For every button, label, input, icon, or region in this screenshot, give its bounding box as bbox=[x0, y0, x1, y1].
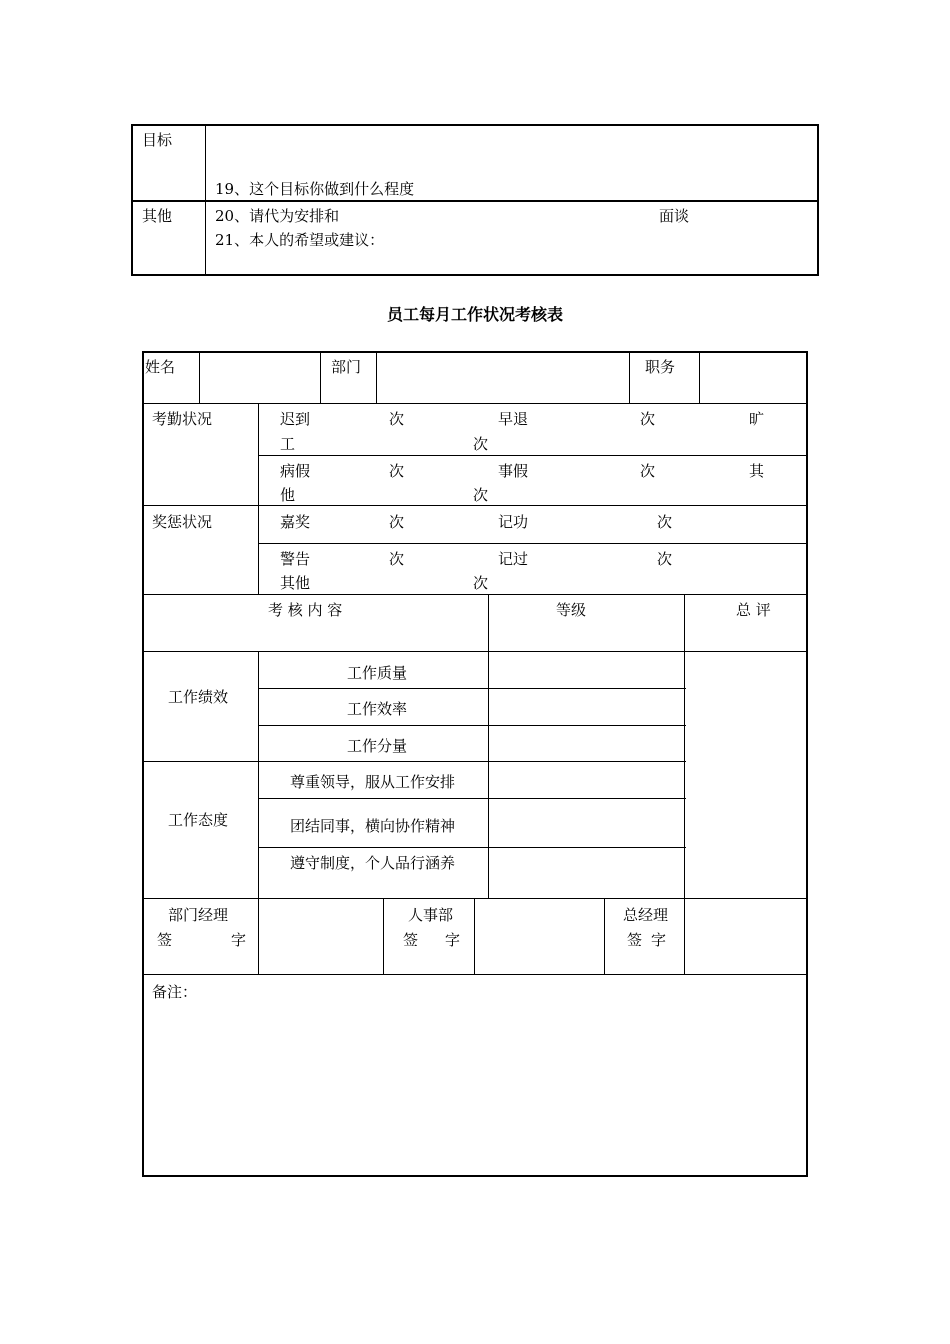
overall-header: 总 评 bbox=[736, 601, 771, 619]
times-label: 次 bbox=[389, 513, 405, 531]
rule bbox=[629, 351, 630, 403]
times-label: 次 bbox=[640, 462, 656, 480]
rule bbox=[684, 898, 685, 974]
border bbox=[131, 124, 133, 276]
times-label: 次 bbox=[473, 486, 489, 504]
rule bbox=[604, 898, 605, 974]
rule bbox=[142, 974, 808, 975]
name-label: 姓名 bbox=[145, 358, 176, 376]
attitude-item-3: 遵守制度，个人品行涵养 bbox=[290, 854, 456, 872]
rule bbox=[376, 351, 377, 403]
rule bbox=[258, 847, 686, 848]
border bbox=[142, 351, 808, 353]
rule bbox=[699, 351, 700, 403]
gm-label: 总经理 bbox=[623, 906, 669, 924]
position-label: 职务 bbox=[645, 358, 676, 376]
rule bbox=[142, 594, 808, 595]
rule bbox=[258, 898, 259, 974]
rule bbox=[258, 725, 686, 726]
times-label: 次 bbox=[473, 574, 489, 592]
sign-label-a: 签 bbox=[157, 931, 173, 949]
border bbox=[131, 124, 819, 126]
rule bbox=[142, 403, 808, 404]
efficiency-label: 工作效率 bbox=[347, 700, 408, 718]
remarks-label: 备注： bbox=[152, 983, 198, 1001]
rule bbox=[142, 505, 808, 506]
sign-label-b: 字 bbox=[651, 931, 667, 949]
rule bbox=[258, 403, 259, 594]
quality-label: 工作质量 bbox=[347, 664, 408, 682]
rule bbox=[258, 651, 259, 898]
early-leave-label: 早退 bbox=[498, 410, 529, 428]
rule bbox=[320, 351, 321, 403]
attitude-item-2: 团结同事，横向协作精神 bbox=[290, 817, 456, 835]
rule bbox=[258, 798, 686, 799]
question-20-suffix: 面谈 bbox=[659, 207, 690, 225]
merit-label: 记功 bbox=[498, 513, 529, 531]
content-header: 考 核 内 容 bbox=[268, 601, 343, 619]
times-label: 次 bbox=[389, 550, 405, 568]
border bbox=[806, 351, 808, 1177]
times-label: 次 bbox=[473, 435, 489, 453]
question-21: 21、本人的希望或建议： bbox=[215, 231, 385, 249]
other-label-1: 其 bbox=[749, 462, 765, 480]
other-label-2: 他 bbox=[280, 486, 296, 504]
times-label: 次 bbox=[640, 410, 656, 428]
rule bbox=[142, 651, 808, 652]
quantity-label: 工作分量 bbox=[347, 737, 408, 755]
times-label: 次 bbox=[657, 513, 673, 531]
attitude-item-1: 尊重领导，服从工作安排 bbox=[290, 773, 456, 791]
hr-label: 人事部 bbox=[408, 906, 454, 924]
rule bbox=[684, 594, 685, 898]
absent-label-2: 工 bbox=[280, 435, 296, 453]
demerit-label: 记过 bbox=[498, 550, 529, 568]
rule bbox=[258, 543, 808, 544]
attendance-label: 考勤状况 bbox=[152, 410, 213, 428]
form-title: 员工每月工作状况考核表 bbox=[386, 305, 563, 324]
grade-header: 等级 bbox=[556, 601, 587, 619]
rule bbox=[258, 455, 808, 456]
times-label: 次 bbox=[657, 550, 673, 568]
warning-label: 警告 bbox=[280, 550, 311, 568]
attitude-label: 工作态度 bbox=[168, 811, 229, 829]
times-label: 次 bbox=[389, 410, 405, 428]
border bbox=[817, 124, 819, 276]
question-19: 19、这个目标你做到什么程度 bbox=[215, 180, 415, 198]
dept-manager-label: 部门经理 bbox=[168, 906, 229, 924]
rule bbox=[474, 898, 475, 974]
border bbox=[142, 1175, 808, 1177]
performance-label: 工作绩效 bbox=[168, 688, 229, 706]
dept-label: 部门 bbox=[331, 358, 362, 376]
rule bbox=[199, 351, 200, 403]
rule bbox=[488, 594, 489, 898]
reward-label: 奖惩状况 bbox=[152, 513, 213, 531]
sign-label-b: 字 bbox=[445, 931, 461, 949]
border bbox=[205, 124, 206, 276]
late-label: 迟到 bbox=[280, 410, 311, 428]
other-label: 其他 bbox=[142, 207, 173, 225]
border bbox=[142, 351, 144, 1177]
others-label: 其他 bbox=[280, 574, 311, 592]
times-label: 次 bbox=[389, 462, 405, 480]
question-20: 20、请代为安排和 bbox=[215, 207, 340, 225]
rule bbox=[258, 688, 686, 689]
border bbox=[131, 274, 819, 276]
sign-label-b: 字 bbox=[231, 931, 247, 949]
absent-label-1: 旷 bbox=[749, 410, 765, 428]
rule bbox=[383, 898, 384, 974]
commend-label: 嘉奖 bbox=[280, 513, 311, 531]
sick-leave-label: 病假 bbox=[280, 462, 311, 480]
sign-label-a: 签 bbox=[403, 931, 419, 949]
rule bbox=[142, 761, 686, 762]
goal-label: 目标 bbox=[142, 131, 173, 149]
sign-label-a: 签 bbox=[627, 931, 643, 949]
personal-leave-label: 事假 bbox=[498, 462, 529, 480]
rule bbox=[142, 898, 808, 899]
border bbox=[131, 200, 819, 202]
